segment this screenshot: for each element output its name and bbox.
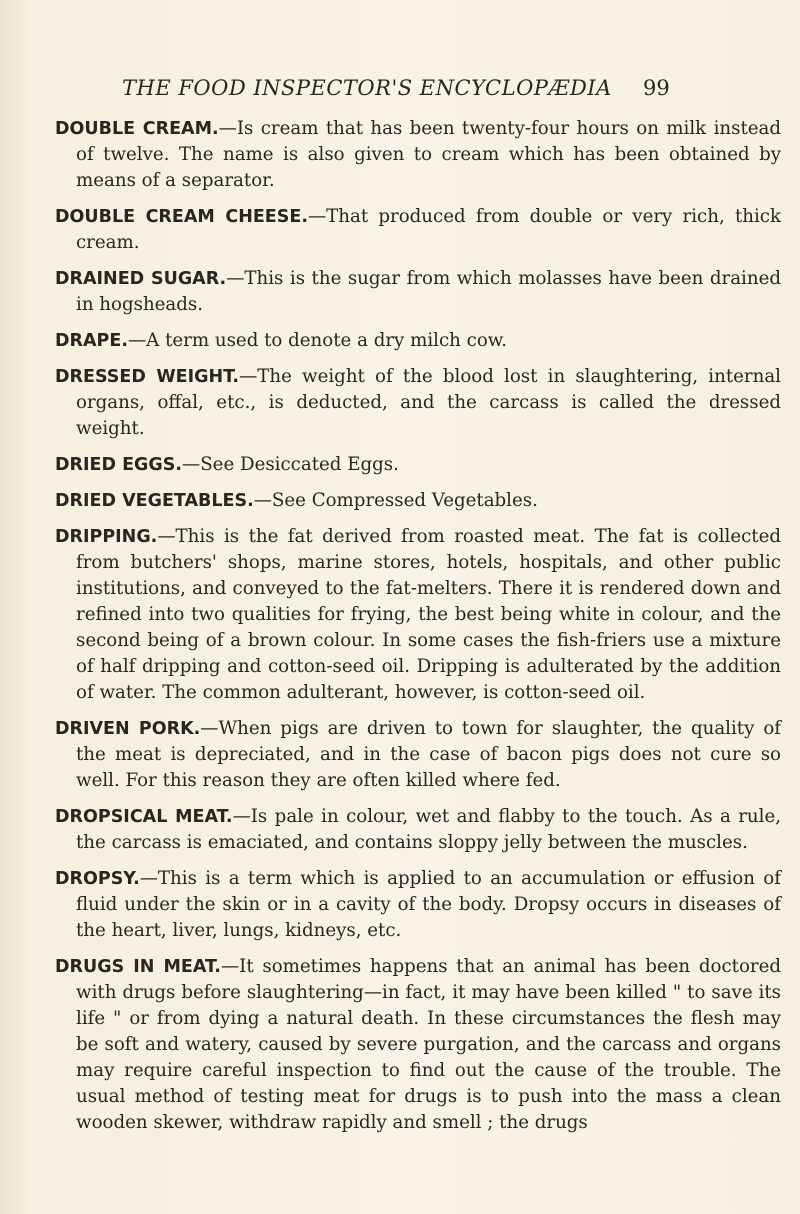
entry-driven-pork	[55, 716, 781, 794]
entry-definition: —Is pale in colour, wet and flabby to the touch. As a rule, the carcass is emaciated, and contains sloppy jelly between the muscles.	[76, 806, 781, 853]
entry-definition: —A term used to denote a dry milch cow.	[127, 330, 507, 351]
entry-definition: —Is cream that has been twenty-four hours on milk instead of twelve. The name is also given to cream which has been obtained by means of a separator.	[76, 118, 782, 191]
entry-term: DRAPE.	[55, 331, 128, 351]
entry-term: DOUBLE CREAM.	[55, 119, 219, 139]
entry-dropsical-meat	[55, 804, 781, 856]
entry-term: DROPSICAL MEAT.	[55, 807, 233, 827]
entry-term: DRIED VEGETABLES.	[55, 491, 254, 511]
entry-definition: —See Desiccated Eggs.	[182, 454, 399, 475]
entry-term: DROPSY.	[55, 869, 140, 889]
entry-double-cream-cheese	[55, 204, 781, 256]
entry-definition: —See Compressed Vegetables.	[253, 490, 538, 511]
entry-definition: —When pigs are driven to town for slaughter, the quality of the meat is depreciated, and in the case of bacon pigs does not cure so well. For this reason they are often killed where fed.	[76, 718, 781, 791]
entry-definition: —This is a term which is applied to an accumulation or effusion of fluid under the skin or in a cavity of the body. Dropsy occurs in diseases of the heart, liver, lungs, kidneys, etc.	[76, 868, 781, 941]
entry-definition: —This is the fat derived from roasted meat. The fat is collected from butchers' shops, marine stores, hotels, hospitals, and other public institutions, and conveyed to the fat-melters. There it is rendered down and refined into two qualities for frying, the best being white in colour, and the second being of a brown colour. In some cases the fish-friers use a mixture of half dripping and cotton-seed oil. Dripping is adulterated by the addition of water. The common adulterant, however, is cotton-seed oil.	[76, 526, 781, 703]
entry-term: DRIED EGGS.	[55, 455, 183, 475]
entry-dried-vegetables	[55, 488, 781, 514]
entry-term: DRAINED SUGAR.	[55, 269, 227, 289]
entry-double-cream	[55, 116, 781, 194]
page-header	[0, 76, 800, 106]
running-head: THE FOOD INSPECTOR'S ENCYCLOPÆDIA	[122, 76, 612, 100]
entry-dressed-weight	[55, 364, 781, 442]
entry-drape	[55, 328, 781, 354]
entry-term: DRIPPING.	[55, 527, 158, 547]
entry-definition: —The weight of the blood lost in slaughtering, internal organs, offal, etc., is deducted, and the carcass is called the dressed weight.	[76, 366, 781, 439]
entry-dripping	[55, 524, 781, 706]
entry-definition: —That produced from double or very rich, thick cream.	[76, 206, 781, 253]
entry-definition: —It sometimes happens that an animal has been doctored with drugs before slaughtering—in fact, it may have been killed " to save its life " or from dying a natural death. In these circumstances the flesh may be soft and watery, caused by severe purgation, and the carcass and organs may require careful inspection to find out the cause of the trouble. The usual method of testing meat for drugs is to push into the mass a clean wooden skewer, withdraw rapidly and smell ; the drugs	[76, 956, 781, 1133]
entry-dried-eggs	[55, 452, 781, 478]
entry-term: DRIVEN PORK.	[55, 719, 201, 739]
entry-drugs-in-meat	[55, 954, 781, 1136]
page-number: 99	[643, 76, 670, 100]
entry-definition: —This is the sugar from which molasses have been drained in hogsheads.	[76, 268, 781, 315]
page-body	[55, 116, 781, 1146]
entry-drained-sugar	[55, 266, 781, 318]
entry-term: DRUGS IN MEAT.	[55, 957, 221, 977]
entry-term: DRESSED WEIGHT.	[55, 367, 240, 387]
entry-term: DOUBLE CREAM CHEESE.	[55, 207, 308, 227]
entry-dropsy	[55, 866, 781, 944]
